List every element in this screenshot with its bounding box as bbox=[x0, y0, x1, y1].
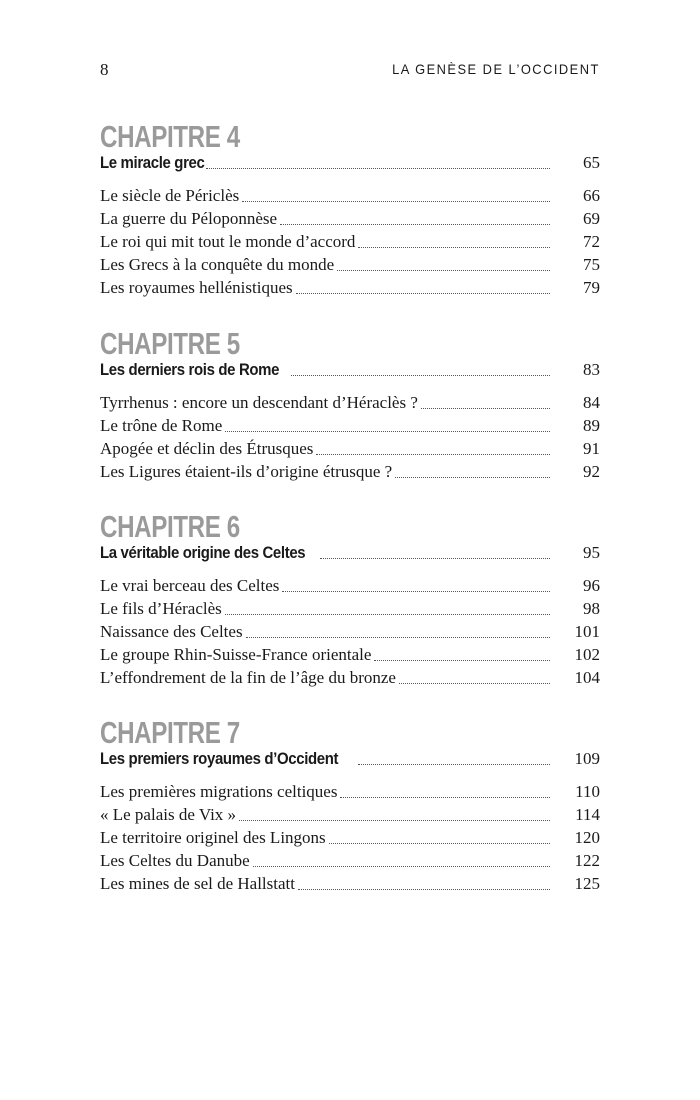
page-ref: 122 bbox=[574, 851, 600, 870]
chapter-title-row[interactable] bbox=[100, 747, 600, 770]
chapter-5 bbox=[100, 327, 600, 483]
dot-leader bbox=[358, 763, 550, 765]
toc-entry[interactable] bbox=[100, 207, 600, 230]
dot-leader bbox=[316, 453, 550, 455]
dot-leader bbox=[298, 888, 550, 890]
toc-entry[interactable] bbox=[100, 574, 600, 597]
entry-title: Les Celtes du Danube bbox=[100, 851, 250, 870]
toc-entry[interactable] bbox=[100, 849, 600, 872]
entry-title: Naissance des Celtes bbox=[100, 622, 243, 641]
page-ref: 66 bbox=[583, 186, 600, 205]
entry-title: L’effondrement de la fin de l’âge du bronze bbox=[100, 668, 396, 687]
entry-title: La guerre du Péloponnèse bbox=[100, 209, 278, 228]
page-ref: 96 bbox=[583, 576, 600, 595]
page-ref: 95 bbox=[583, 543, 600, 562]
chapter-title-row[interactable] bbox=[100, 151, 600, 174]
toc-entry[interactable] bbox=[100, 666, 600, 689]
dot-leader bbox=[374, 659, 550, 661]
page-ref: 104 bbox=[574, 668, 600, 687]
chapter-4 bbox=[100, 120, 600, 299]
dot-leader bbox=[291, 374, 550, 376]
entry-title: Apogée et déclin des Étrusques bbox=[100, 439, 314, 458]
chapter-title: La véritable origine des Celtes bbox=[100, 543, 306, 562]
dot-leader bbox=[395, 476, 550, 478]
chapter-title: Les premiers royaumes d’Occident bbox=[100, 749, 339, 768]
chapter-label: CHAPITRE 4 bbox=[100, 119, 240, 154]
page-ref: 120 bbox=[574, 828, 600, 847]
entry-title: Le trône de Rome bbox=[100, 416, 223, 435]
dot-leader bbox=[280, 223, 550, 225]
dot-leader bbox=[421, 407, 550, 409]
dot-leader bbox=[253, 865, 550, 867]
entry-title: « Le palais de Vix » bbox=[100, 805, 237, 824]
dot-leader bbox=[329, 842, 550, 844]
page-ref: 125 bbox=[574, 874, 600, 893]
entry-title: Les mines de sel de Hallstatt bbox=[100, 874, 295, 893]
toc-entry[interactable] bbox=[100, 460, 600, 483]
dot-leader bbox=[225, 613, 550, 615]
dot-leader bbox=[242, 200, 550, 202]
dot-leader bbox=[246, 636, 550, 638]
chapter-title: Les derniers rois de Rome bbox=[100, 360, 280, 379]
toc-entry[interactable] bbox=[100, 391, 600, 414]
page-ref: 69 bbox=[583, 209, 600, 228]
chapter-title-row[interactable] bbox=[100, 541, 600, 564]
page-ref: 98 bbox=[583, 599, 600, 618]
entry-title: Le groupe Rhin-Suisse-France orientale bbox=[100, 645, 372, 664]
page-ref: 84 bbox=[583, 393, 600, 412]
toc-entry[interactable] bbox=[100, 437, 600, 460]
page-ref: 65 bbox=[583, 153, 600, 172]
entry-title: Le roi qui mit tout le monde d’accord bbox=[100, 232, 356, 251]
dot-leader bbox=[296, 292, 550, 294]
dot-leader bbox=[358, 246, 550, 248]
chapter-6 bbox=[100, 510, 600, 689]
entry-title: Les Grecs à la conquête du monde bbox=[100, 255, 335, 274]
entry-title: Les royaumes hellénistiques bbox=[100, 278, 293, 297]
chapter-title-row[interactable] bbox=[100, 358, 600, 381]
page-number: 8 bbox=[100, 60, 109, 79]
entry-title: Le fils d’Héraclès bbox=[100, 599, 222, 618]
chapter-label: CHAPITRE 6 bbox=[100, 509, 240, 544]
toc-entry[interactable] bbox=[100, 414, 600, 437]
toc-entry[interactable] bbox=[100, 872, 600, 895]
entry-title: Tyrrhenus : encore un descendant d’Héraclès ? bbox=[100, 393, 418, 412]
toc-entry[interactable] bbox=[100, 230, 600, 253]
entry-title: Les Ligures étaient-ils d’origine étrusque ? bbox=[100, 462, 393, 481]
page-ref: 114 bbox=[575, 805, 600, 824]
page-ref: 102 bbox=[574, 645, 600, 664]
toc-entry[interactable] bbox=[100, 780, 600, 803]
page-ref: 79 bbox=[583, 278, 600, 297]
page-ref: 91 bbox=[583, 439, 600, 458]
toc-entry[interactable] bbox=[100, 597, 600, 620]
page-ref: 101 bbox=[574, 622, 600, 641]
running-title: LA GENÈSE DE L’OCCIDENT bbox=[392, 61, 600, 77]
toc-entry[interactable] bbox=[100, 803, 600, 826]
toc-entry[interactable] bbox=[100, 620, 600, 643]
page-ref: 83 bbox=[583, 360, 600, 379]
dot-leader bbox=[320, 557, 550, 559]
chapter-title: Le miracle grec bbox=[100, 153, 205, 172]
page-ref: 110 bbox=[575, 782, 600, 801]
entry-title: Le siècle de Périclès bbox=[100, 186, 240, 205]
toc-entry[interactable] bbox=[100, 276, 600, 299]
toc-entry[interactable] bbox=[100, 826, 600, 849]
toc-entry[interactable] bbox=[100, 184, 600, 207]
dot-leader bbox=[399, 682, 550, 684]
page-ref: 75 bbox=[583, 255, 600, 274]
dot-leader bbox=[225, 430, 550, 432]
dot-leader bbox=[337, 269, 550, 271]
dot-leader bbox=[282, 590, 550, 592]
chapter-label: CHAPITRE 5 bbox=[100, 326, 240, 361]
page-ref: 109 bbox=[574, 749, 600, 768]
page-ref: 92 bbox=[583, 462, 600, 481]
entry-title: Le vrai berceau des Celtes bbox=[100, 576, 280, 595]
toc-entry[interactable] bbox=[100, 253, 600, 276]
dot-leader bbox=[340, 796, 550, 798]
page-ref: 72 bbox=[583, 232, 600, 251]
chapter-7 bbox=[100, 716, 600, 895]
dot-leader bbox=[206, 167, 550, 169]
chapter-label: CHAPITRE 7 bbox=[100, 715, 240, 750]
entry-title: Les premières migrations celtiques bbox=[100, 782, 338, 801]
dot-leader bbox=[239, 819, 550, 821]
toc-entry[interactable] bbox=[100, 643, 600, 666]
page-ref: 89 bbox=[583, 416, 600, 435]
entry-title: Le territoire originel des Lingons bbox=[100, 828, 326, 847]
